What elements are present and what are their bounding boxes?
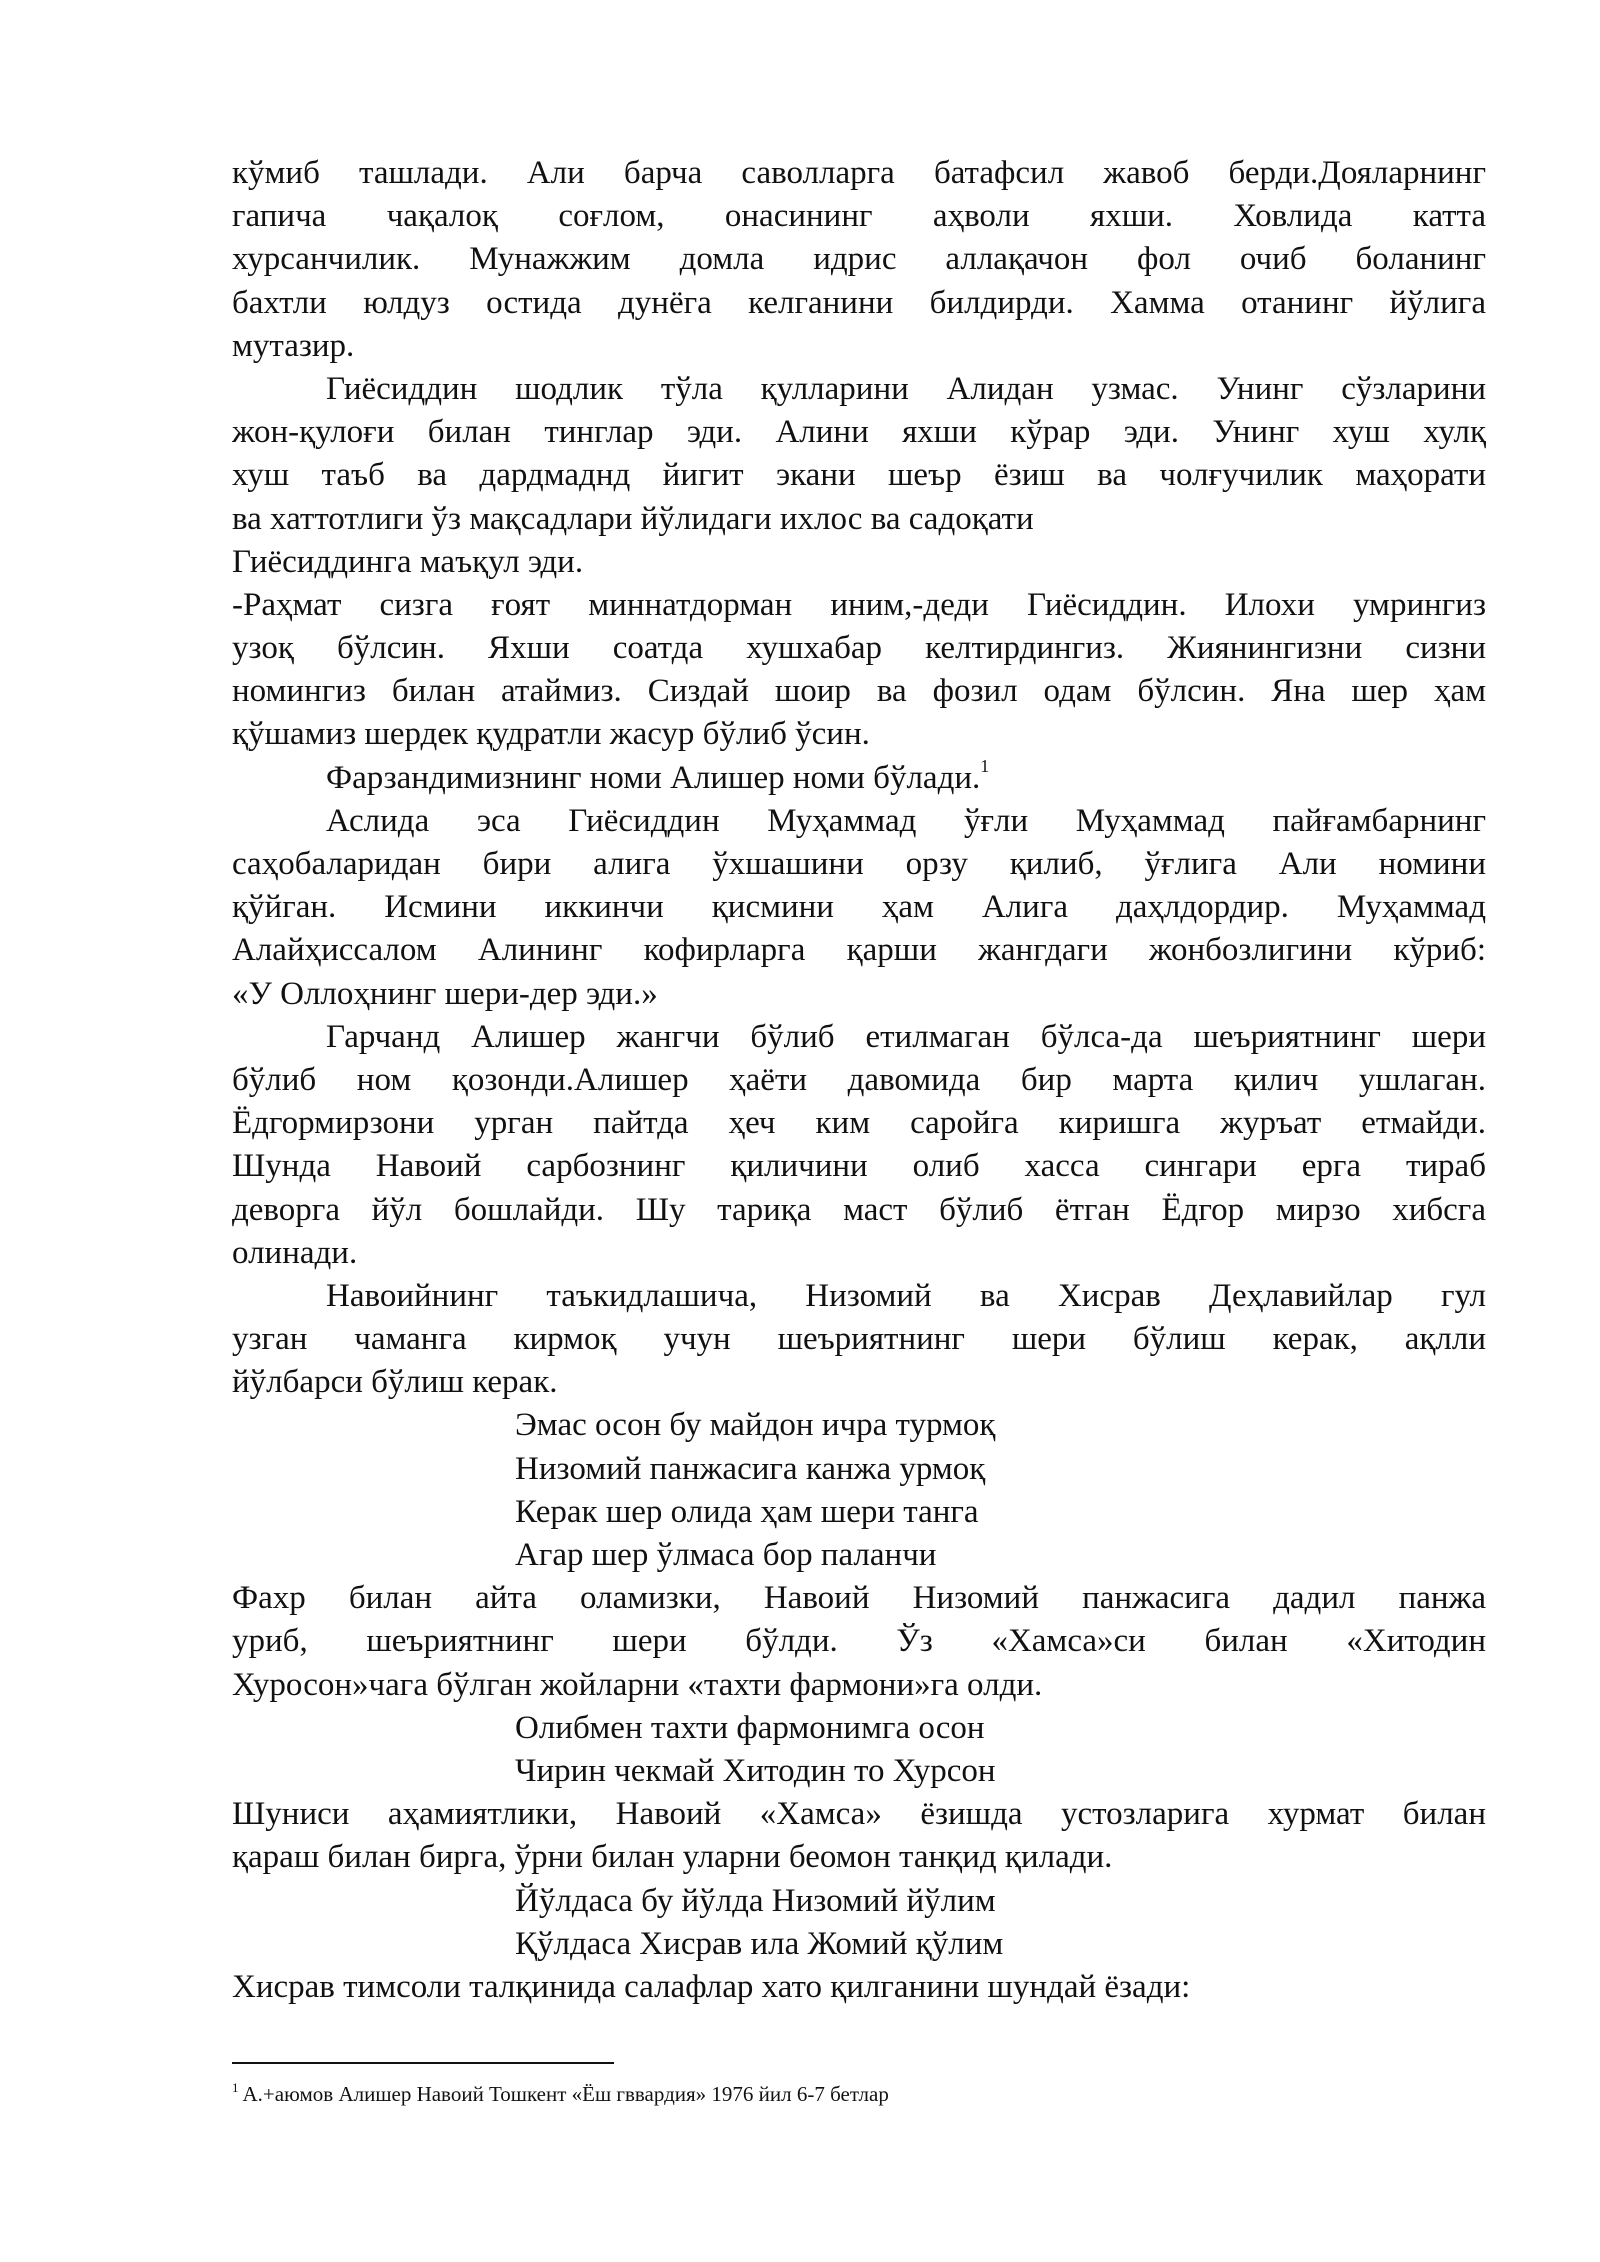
line-text: Гарчанд Алишер жангчи бўлиб етилмаган бўлса-да шеъриятнинг шери: [326, 1018, 1486, 1055]
line-text: олинади.: [232, 1234, 358, 1271]
text-line: [232, 1966, 1486, 2009]
text-line: [232, 886, 1486, 929]
line-text: номингиз билан атаймиз. Сиздай шоир ва фозил одам бўлсин. Яна шер ҳам: [232, 673, 1486, 710]
text-line: [232, 843, 1486, 886]
line-text: узган чаманга кирмоқ учун шеъриятнинг шери бўлиш керак, ақлли: [232, 1321, 1486, 1358]
text-line: [232, 1793, 1486, 1836]
footnote-mark: 1: [232, 2080, 239, 2095]
line-text: Фарзандимизнинг номи Алишер номи бўлади.: [326, 759, 981, 796]
line-text: «У Оллоҳнинг шери-дер эди.»: [232, 975, 658, 1012]
text-line: [232, 541, 1486, 584]
line-text: Алайҳиссалом Алининг кофирларга қарши жангдаги жонбозлигини кўриб:: [232, 932, 1486, 969]
footnote: [232, 2080, 889, 2108]
text-line: [232, 368, 1486, 411]
line-text: Шунда Навоий сарбознинг қиличини олиб хасса сингари ерга тираб: [232, 1148, 1486, 1185]
line-text: Агар шер ўлмаса бор паланчи: [515, 1537, 937, 1573]
line-text: Гиёсиддинга маъқул эди.: [232, 543, 584, 580]
line-text: жон-қулоғи билан тинглар эди. Алини яхши кўрар эди. Унинг хуш хулқ: [232, 414, 1486, 451]
line-text: хуш таъб ва дардмаднд йигит экани шеър ёзиш ва чолғучилик маҳорати: [232, 457, 1486, 494]
text-line: [232, 1664, 1486, 1707]
text-line: [232, 1620, 1486, 1663]
line-text: Фахр билан айта оламизки, Навоий Низомий панжасига дадил панжа: [232, 1580, 1486, 1617]
line-text: Чирин чекмай Хитодин то Хурсон: [515, 1752, 996, 1789]
verse-line: [232, 1404, 1486, 1447]
text-line: [232, 195, 1486, 238]
line-text: Ёдгормирзони урган пайтда ҳеч ким саройга киришга журъат етмайди.: [232, 1105, 1486, 1142]
text-line: [232, 498, 1486, 541]
text-line: [232, 1577, 1486, 1620]
text-line: [232, 1232, 1486, 1275]
line-text: қараш билан бирга, ўрни билан уларни беомон танқид қилади.: [232, 1839, 1113, 1876]
line-text: мутазир.: [232, 327, 355, 364]
line-text: Қўлдаса Хисрав ила Жомий қўлим: [515, 1925, 1004, 1962]
text-line: [232, 238, 1486, 281]
line-text: қўшамиз шердек қудратли жасур бўлиб ўсин.: [232, 716, 870, 753]
text-line: [232, 1836, 1486, 1879]
line-text: Хисрав тимсоли талқинида салафлар хато қилганини шундай ёзади:: [232, 1968, 1191, 2005]
text-line: [232, 800, 1486, 843]
line-text: Керак шер олида ҳам шери танга: [515, 1493, 979, 1530]
line-text: гапича чақалоқ соғлом, онасининг аҳволи яхши. Ховлида катта: [232, 198, 1486, 235]
line-text: деворга йўл бошлайди. Шу тариқа маст бўлиб ётган Ёдгор мирзо хибсга: [232, 1191, 1486, 1228]
text-line: [232, 1059, 1486, 1102]
text-line: [232, 627, 1486, 670]
footnote-reference[interactable]: 1: [980, 756, 990, 776]
line-text: бахтли юлдуз остида дунёга келганини билдирди. Хамма отанинг йўлига: [232, 284, 1486, 321]
verse-line: [232, 1750, 1486, 1793]
text-line: [232, 1145, 1486, 1188]
verse-line: [232, 1448, 1486, 1491]
line-text: -Раҳмат сизга ғоят миннатдорман иним,-деди Гиёсиддин. Илохи умрингиз: [232, 586, 1486, 623]
text-line: [232, 757, 1486, 800]
line-text: йўлбарси бўлиш керак.: [232, 1364, 558, 1401]
text-line: [232, 1318, 1486, 1361]
text-line: [232, 929, 1486, 972]
text-line: [232, 584, 1486, 627]
text-line: [232, 1275, 1486, 1318]
text-line: [232, 325, 1486, 368]
line-text: Олибмен тахти фармонимга осон: [515, 1709, 985, 1746]
text-line: [232, 1189, 1486, 1232]
line-text: кўмиб ташлади. Али барча саволларга батафсил жавоб берди.Дояларнинг: [232, 155, 1486, 191]
text-line: [232, 411, 1486, 454]
line-text: хурсанчилик. Мунажжим домла идрис аллақачон фол очиб боланинг: [232, 241, 1486, 278]
text-line: [232, 973, 1486, 1016]
line-text: уриб, шеъриятнинг шери бўлди. Ўз «Хамса»си билан «Хитодин: [232, 1623, 1486, 1660]
line-text: бўлиб ном қозонди.Алишер ҳаёти давомида бир марта қилич ушлаган.: [232, 1061, 1486, 1098]
line-text: Эмас осон бу майдон ичра турмоқ: [515, 1407, 996, 1444]
verse-line: [232, 1923, 1486, 1966]
line-text: Йўлдаса бу йўлда Низомий йўлим: [515, 1882, 996, 1919]
line-text: узоқ бўлсин. Яхши соатда хушхабар келтирдингиз. Жиянингизни сизни: [232, 630, 1486, 667]
line-text: ва хаттотлиги ўз мақсадлари йўлидаги ихлос ва садоқати: [232, 500, 1034, 537]
line-text: Гиёсиддин шодлик тўла қулларини Алидан узмас. Унинг сўзларини: [326, 370, 1486, 407]
footnote-text: А.+аюмов Алишер Навоий Тошкент «Ёш гввардия» 1976 йил 6-7 бетлар: [242, 2082, 889, 2106]
line-text: қўйган. Исмини иккинчи қисмини ҳам Алига даҳлдордир. Муҳаммад: [232, 889, 1486, 926]
line-text: саҳобаларидан бири алига ўхшашини орзу қилиб, ўғлига Али номини: [232, 846, 1486, 882]
text-line: [232, 454, 1486, 497]
text-line: [232, 1361, 1486, 1404]
text-line: [232, 152, 1486, 195]
line-text: Шуниси аҳамиятлики, Навоий «Хамса» ёзишда устозларига хурмат билан: [232, 1796, 1486, 1833]
verse-line: [232, 1880, 1486, 1923]
text-line: [232, 1016, 1486, 1059]
line-text: Низомий панжасига канжа урмоқ: [515, 1450, 986, 1487]
line-text: Аслида эса Гиёсиддин Муҳаммад ўғли Муҳаммад пайғамбарнинг: [326, 802, 1486, 839]
line-text: Навоийнинг таъкидлашича, Низомий ва Хисрав Деҳлавийлар гул: [326, 1277, 1486, 1314]
text-line: [232, 1102, 1486, 1145]
text-line: [232, 670, 1486, 713]
verse-line: [232, 1534, 1486, 1577]
text-line: [232, 713, 1486, 756]
verse-line: [232, 1491, 1486, 1534]
text-line: [232, 282, 1486, 325]
body-text: [232, 152, 1486, 2009]
footnote-divider: [232, 2062, 614, 2064]
line-text: Хуросон»чага бўлган жойларни «тахти фармони»га олди.: [232, 1666, 1043, 1703]
verse-line: [232, 1707, 1486, 1750]
